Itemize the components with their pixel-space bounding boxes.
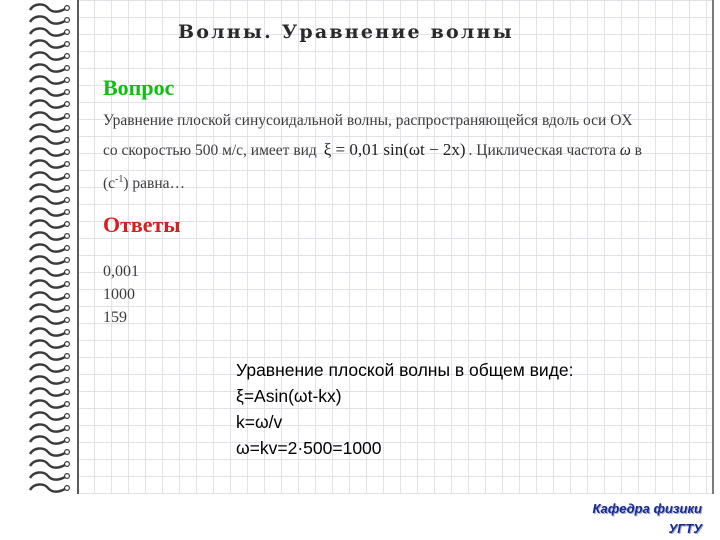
binding-hole	[65, 378, 70, 383]
binding-coil	[30, 244, 68, 251]
binding-coil	[30, 172, 68, 179]
binding-coil	[30, 460, 68, 467]
binding-hole	[65, 402, 70, 407]
binding-hole	[65, 318, 70, 323]
binding-hole	[65, 30, 70, 35]
binding-hole	[65, 66, 70, 71]
binding-coil	[30, 88, 68, 95]
question-text	[103, 106, 663, 198]
binding-coil	[30, 280, 68, 287]
sheet-left-border	[77, 0, 79, 494]
binding-hole	[65, 294, 70, 299]
binding-coil	[30, 28, 68, 35]
binding-hole	[65, 222, 70, 227]
solution-line: ξ=Asin(ωt-kx)	[236, 386, 342, 406]
binding-coil	[30, 16, 68, 23]
binding-hole	[65, 114, 70, 119]
solution-line: ω=kv=2·500=1000	[236, 438, 382, 458]
binding-coil	[30, 160, 68, 167]
question-line-3-rest: ) равна…	[123, 175, 186, 193]
binding-hole	[65, 102, 70, 107]
binding-coil	[30, 304, 68, 311]
question-line-2-middle: . Циклическая частота	[468, 142, 616, 159]
binding-hole	[65, 126, 70, 131]
binding-hole	[65, 210, 70, 215]
footer-university: УГТУ	[668, 521, 702, 536]
binding-hole	[65, 138, 70, 143]
answers-heading: Ответы	[103, 212, 181, 237]
binding-coil	[30, 136, 68, 143]
question-line-1: Уравнение плоской синусоидальной волны, распространяющейся вдоль оси OX	[103, 112, 633, 129]
answers-list	[103, 260, 139, 329]
department-footer	[593, 499, 702, 539]
spiral-binding-graphic	[24, 0, 74, 494]
binding-hole	[65, 342, 70, 347]
binding-coil	[30, 112, 68, 119]
binding-coil	[30, 436, 68, 443]
question-heading: Вопрос	[103, 75, 175, 100]
binding-coil	[30, 100, 68, 107]
question-line-3	[103, 165, 663, 198]
binding-coil	[30, 76, 68, 83]
binding-hole	[65, 330, 70, 335]
solution-note	[236, 357, 574, 461]
binding-coil	[30, 148, 68, 155]
wave-formula: ξ = 0,01 sin(ωt − 2x)	[323, 140, 466, 159]
question-line-2-end: в	[634, 142, 642, 159]
binding-hole	[65, 54, 70, 59]
binding-hole	[65, 306, 70, 311]
binding-coil	[30, 388, 68, 395]
binding-hole	[65, 198, 70, 203]
binding-hole	[65, 78, 70, 83]
binding-coil	[30, 424, 68, 431]
binding-hole	[65, 270, 70, 275]
binding-hole	[65, 234, 70, 239]
omega-symbol: ω	[619, 142, 631, 159]
binding-hole	[65, 90, 70, 95]
sheet-right-border	[712, 0, 714, 494]
binding-hole	[65, 414, 70, 419]
unit-base: (с	[103, 175, 116, 193]
binding-coil	[30, 4, 68, 11]
binding-coil	[30, 124, 68, 131]
answer-option: 159	[103, 309, 127, 326]
binding-hole	[65, 486, 70, 491]
binding-hole	[65, 474, 70, 479]
question-line-2	[103, 135, 663, 165]
binding-coil	[30, 364, 68, 371]
binding-hole	[65, 18, 70, 23]
binding-coil	[30, 292, 68, 299]
binding-hole	[65, 42, 70, 47]
binding-coil	[30, 448, 68, 455]
binding-coil	[30, 208, 68, 215]
binding-coil	[30, 232, 68, 239]
unit-exponent: -1	[115, 174, 124, 185]
binding-coil	[30, 220, 68, 227]
binding-hole	[65, 450, 70, 455]
solution-line: Уравнение плоской волны в общем виде:	[236, 360, 574, 380]
binding-coil	[30, 40, 68, 47]
binding-hole	[65, 6, 70, 11]
solution-line: k=ω/v	[236, 412, 283, 432]
binding-coil	[30, 196, 68, 203]
binding-coil	[30, 340, 68, 347]
binding-coil	[30, 412, 68, 419]
binding-hole	[65, 462, 70, 467]
binding-coil	[30, 268, 68, 275]
binding-coil	[30, 52, 68, 59]
binding-coil	[30, 256, 68, 263]
binding-coil	[30, 472, 68, 479]
binding-hole	[65, 174, 70, 179]
binding-hole	[65, 150, 70, 155]
binding-hole	[65, 246, 70, 251]
binding-hole	[65, 366, 70, 371]
binding-coil	[30, 184, 68, 191]
binding-hole	[65, 390, 70, 395]
question-line-2-start: со скоростью 500 м/с, имеет вид	[103, 142, 317, 159]
answer-option: 0,001	[103, 263, 139, 280]
binding-coil	[30, 376, 68, 383]
binding-coil	[30, 484, 68, 491]
binding-hole	[65, 258, 70, 263]
answer-option: 1000	[103, 286, 135, 303]
slide-title: Волны. Уравнение волны	[178, 21, 514, 43]
binding-coil	[30, 352, 68, 359]
binding-hole	[65, 162, 70, 167]
footer-department: Кафедра физики	[592, 501, 702, 516]
binding-coil	[30, 64, 68, 71]
binding-hole	[65, 186, 70, 191]
binding-coil	[30, 316, 68, 323]
binding-hole	[65, 282, 70, 287]
binding-coil	[30, 400, 68, 407]
spiral-binding	[24, 0, 74, 494]
binding-hole	[65, 426, 70, 431]
binding-hole	[65, 438, 70, 443]
binding-coil	[30, 328, 68, 335]
binding-hole	[65, 354, 70, 359]
